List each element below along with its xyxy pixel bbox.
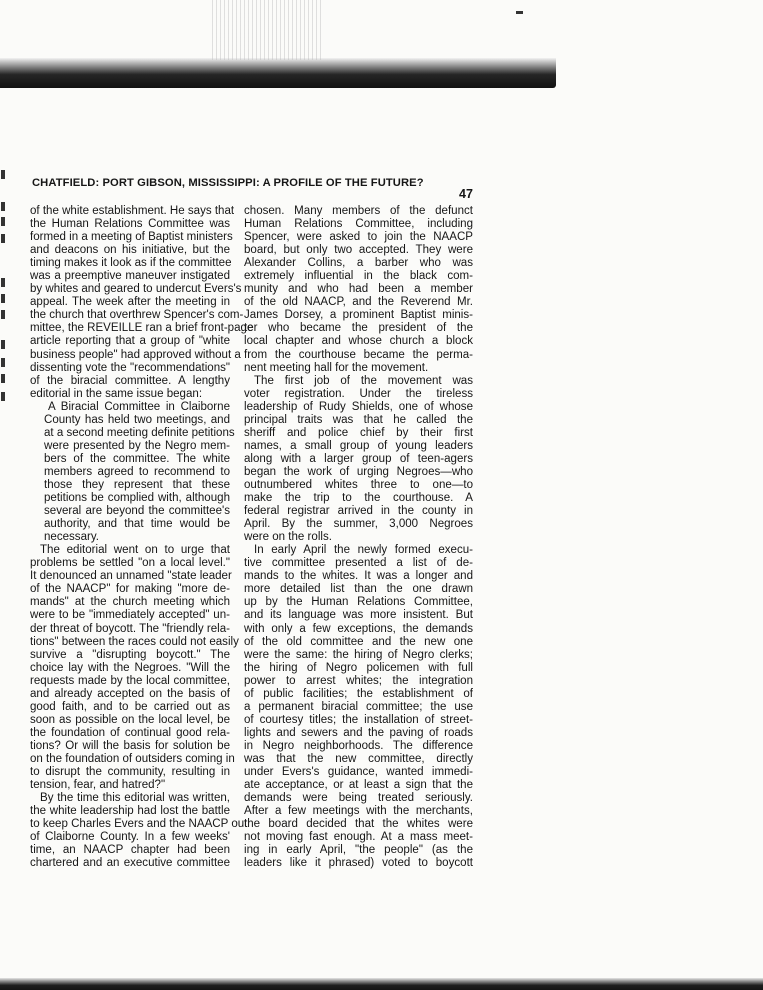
right-column-line: Human Relations Committee, including	[244, 218, 473, 231]
left-column-line: of the NAACP" for making "more de-	[30, 583, 230, 596]
right-column-line: a permanent biracial committee; the use	[244, 700, 473, 713]
left-column-line: the white leadership had lost the battle	[30, 805, 230, 818]
left-column-line: der threat of boycott. The "friendly rela-	[30, 622, 230, 635]
left-column-line: of Claiborne County. In a few weeks'	[30, 831, 230, 844]
left-column-line: the Human Relations Committee was	[30, 218, 230, 231]
right-column-line: make the trip to the courthouse. A	[244, 492, 473, 505]
left-column-line: problems be settled "on a local level."	[30, 557, 230, 570]
left-column-line: and deacons on his initiative, but the	[30, 244, 230, 257]
left-column-line: of the white establishment. He says that	[30, 205, 235, 217]
left-column-line: several are beyond the committee's	[44, 505, 230, 518]
left-column-line: authority, and that time would be	[44, 518, 230, 531]
right-column-line: lights and sewers and the paving of roads	[244, 726, 473, 739]
right-column-line: in Negro neighborhoods. The difference	[244, 739, 473, 752]
right-column-line: more detailed list than the one drawn	[244, 583, 473, 596]
right-column-line: were on the rolls.	[244, 531, 332, 544]
right-column-line: outnumbered whites three to one—to	[244, 478, 473, 491]
right-column-line: The first job of the movement was	[254, 374, 473, 387]
left-column-line: to keep Charles Evers and the NAACP out	[30, 818, 248, 831]
right-column-line: local chapter and whose church a block	[244, 335, 473, 348]
left-column-line: to disrupt the community, resulting in	[30, 766, 230, 779]
left-column-line: good faith, and to be carried out as	[30, 700, 230, 713]
right-column-line: of courtesy titles; the installation of street-	[244, 713, 473, 726]
left-column-line: the foundation of continual good rela-	[30, 726, 230, 739]
left-column-line: the church that overthrew Spencer's com-	[30, 309, 244, 322]
right-column-line: of public facilities; the establishment of	[244, 687, 473, 700]
right-column-line: chosen. Many members of the defunct	[244, 205, 473, 217]
scan-noise	[212, 0, 322, 60]
right-column-line: April. By the summer, 3,000 Negroes	[244, 518, 473, 531]
left-column-line: article reporting that a group of "white	[30, 335, 230, 348]
right-column-line: up by the Human Relations Committee,	[244, 596, 473, 609]
right-column	[244, 205, 473, 870]
right-column-line: tive committee presented a list of de-	[244, 557, 473, 570]
left-column-line: tension, fear, and hatred?"	[30, 779, 166, 792]
right-column-line: along with a larger group of teen-agers	[244, 452, 473, 465]
left-column-line: choice lay with the Negroes. "Will the	[30, 661, 230, 674]
right-column-line: names, a small group of young leaders	[244, 439, 473, 452]
left-column-line: were presented by the Negro mem-	[44, 439, 230, 452]
margin-marks	[0, 170, 8, 420]
left-column-line: time, an NAACP chapter had been	[30, 844, 230, 857]
left-column-line: members agreed to recommend to	[44, 465, 230, 478]
right-column-line: with only a few exceptions, the demands	[244, 622, 473, 635]
left-column-line: chartered and an executive committee	[30, 857, 230, 870]
right-column-line: not moving fast enough. At a mass meet-	[244, 831, 473, 844]
right-column-line: ing in early April, "the people" (as the	[244, 844, 473, 857]
right-column-line: mands to the whites. It was a longer and	[244, 570, 473, 583]
left-column-line: It denounced an unnamed "state leader	[30, 570, 232, 583]
left-column	[30, 205, 254, 870]
left-column-line: on the foundation of outsiders coming in	[30, 752, 235, 765]
left-column-line: A Biracial Committee in Claiborne	[48, 400, 230, 413]
right-column-line: In early April the newly formed execu-	[254, 544, 473, 557]
right-column-line: Alexander Collins, a barber who was	[244, 257, 473, 270]
right-column-line: the board decided that the whites were	[244, 818, 473, 831]
scan-speck	[516, 11, 523, 14]
left-column-line: requests made by the local committee,	[30, 674, 230, 687]
left-column-line: appeal. The week after the meeting in	[30, 296, 230, 309]
page-number: 47	[459, 187, 473, 201]
scan-bottom-shadow	[0, 978, 763, 990]
right-column-line: and its language was more insistent. But	[244, 609, 473, 622]
right-column-line: principal traits was that he called the	[244, 413, 473, 426]
right-column-line: of the old committee and the new one	[244, 635, 473, 648]
left-column-line: mands" at the church meeting which	[30, 596, 230, 609]
right-column-line: board, but only two accepted. They were	[244, 244, 473, 257]
right-column-line: nent meeting hall for the movement.	[244, 361, 429, 374]
right-column-line: ter who became the president of the	[244, 322, 473, 335]
left-column-line: were to be "immediately accepted" un-	[30, 609, 230, 622]
right-column-line: under Evers's guidance, wanted immedi-	[244, 766, 473, 779]
right-column-line: power to arrest whites; the integration	[244, 674, 473, 687]
left-column-line: By the time this editorial was written,	[40, 792, 230, 805]
right-column-line: began the work of urging Negroes—who	[244, 465, 473, 478]
left-column-line: dissenting vote the "recommendations"	[30, 361, 230, 374]
left-column-line: and already accepted on the basis of	[30, 687, 230, 700]
right-column-line: James Dorsey, a prominent Baptist minis-	[244, 309, 473, 322]
right-column-line: voter registration. Under the tireless	[244, 387, 473, 400]
right-column-line: federal registrar arrived in the county in	[244, 505, 473, 518]
left-column-line: formed in a meeting of Baptist ministers	[30, 231, 233, 244]
left-column-line: of the biracial committee. A lengthy	[30, 374, 230, 387]
left-column-line: survive a "disrupting boycott." The	[30, 648, 230, 661]
left-column-line: timing makes it look as if the committee	[30, 257, 232, 270]
right-column-line: sheriff and police chief by their first	[244, 426, 473, 439]
left-column-line: those they represent that these	[44, 478, 230, 491]
right-column-line: were the same: the hiring of Negro clerks;	[244, 648, 473, 661]
right-column-line: After a few meetings with the merchants,	[244, 805, 473, 818]
right-column-line: of the old NAACP, and the Reverend Mr.	[244, 296, 473, 309]
left-column-line: was a preemptive maneuver instigated	[30, 270, 230, 283]
right-column-line: demands were being treated seriously.	[244, 792, 473, 805]
left-column-line: soon as possible on the local level, be	[30, 713, 230, 726]
right-column-line: Spencer, were asked to join the NAACP	[244, 231, 473, 244]
left-column-line: at a second meeting definite petitions	[44, 426, 235, 439]
right-column-line: from the courthouse became the perma-	[244, 348, 473, 361]
right-column-line: extremely influential in the black com-	[244, 270, 473, 283]
left-column-line: by whites and geared to undercut Evers's	[30, 283, 242, 296]
left-column-line: County has held two meetings, and	[44, 413, 230, 426]
right-column-line: leaders like it phrased) voted to boycott	[244, 857, 473, 870]
left-column-line: mittee, the REVEILLE ran a brief front-page	[30, 322, 254, 335]
right-column-line: was that the new committee, directly	[244, 752, 473, 765]
right-column-line: the hiring of Negro policemen with full	[244, 661, 473, 674]
left-column-line: bers of the committee. The white	[44, 452, 230, 465]
right-column-line: leadership of Rudy Shields, one of whose	[244, 400, 473, 413]
left-column-line: necessary.	[44, 531, 99, 544]
right-column-line: munity and who had been a member	[244, 283, 473, 296]
left-column-line: editorial in the same issue began:	[30, 387, 203, 400]
left-column-line: tions? Or will the basis for solution be	[30, 739, 230, 752]
running-head: CHATFIELD: PORT GIBSON, MISSISSIPPI: A PROFILE OF THE FUTURE?	[32, 177, 424, 189]
left-column-line: The editorial went on to urge that	[40, 544, 230, 557]
left-column-line: business people" had approved without a	[30, 348, 241, 361]
scan-top-shadow	[0, 58, 556, 88]
left-column-line: petitions be complied with, although	[44, 492, 230, 505]
right-column-line: ate acceptance, or at least a sign that the	[244, 779, 473, 792]
left-column-line: tions" between the races could not easily	[30, 635, 239, 648]
